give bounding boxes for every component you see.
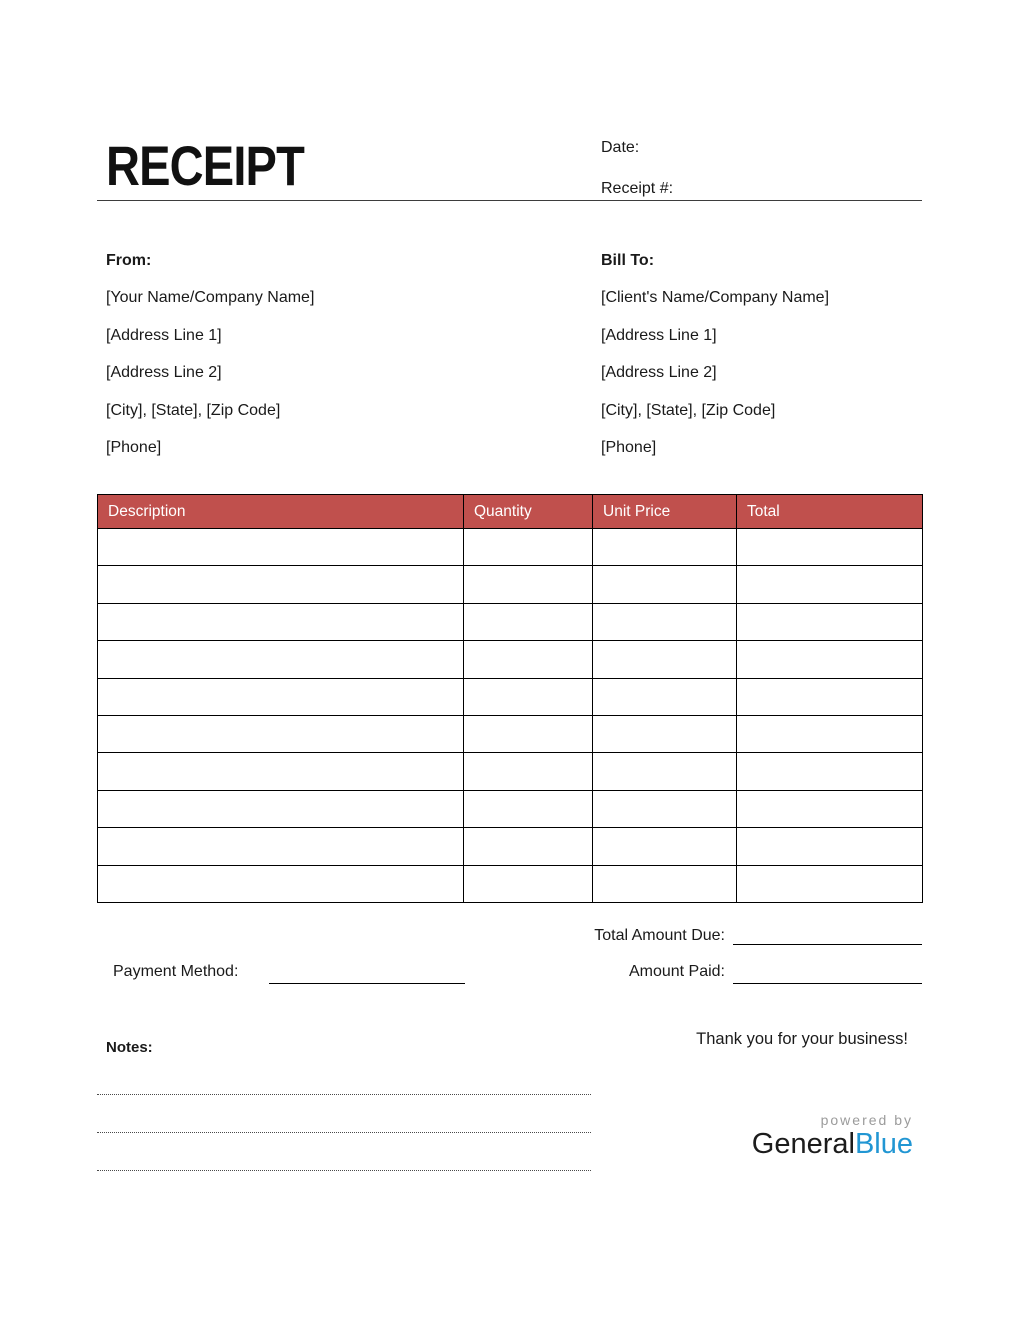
from-city-state-zip-line: [City], [State], [Zip Code]: [106, 401, 281, 419]
notes-field-line[interactable]: [97, 1132, 591, 1133]
table-cell[interactable]: [464, 566, 593, 603]
table-cell[interactable]: [98, 715, 464, 752]
from-phone-line: [Phone]: [106, 438, 162, 456]
table-row: [98, 566, 923, 603]
table-cell[interactable]: [98, 865, 464, 902]
from-name-line: [Your Name/Company Name]: [106, 289, 315, 307]
table-cell[interactable]: [593, 715, 737, 752]
table-row: [98, 529, 923, 566]
table-cell[interactable]: [593, 753, 737, 790]
table-row: [98, 641, 923, 678]
from-heading: From:: [106, 252, 152, 269]
table-cell[interactable]: [737, 603, 923, 640]
logo-text-blue: Blue: [854, 1128, 913, 1160]
table-row: [98, 790, 923, 827]
table-cell[interactable]: [593, 865, 737, 902]
payment-method-label: Payment Method:: [113, 963, 239, 980]
table-cell[interactable]: [464, 828, 593, 865]
table-cell[interactable]: [737, 790, 923, 827]
general-blue-logo: [752, 1129, 913, 1161]
table-cell[interactable]: [464, 865, 593, 902]
table-cell[interactable]: [98, 603, 464, 640]
table-cell[interactable]: [737, 865, 923, 902]
table-cell[interactable]: [464, 641, 593, 678]
table-header-quantity: Quantity: [464, 495, 593, 529]
table-cell[interactable]: [98, 566, 464, 603]
payment-method-field[interactable]: [269, 968, 465, 984]
receipt-number-label: Receipt #:: [601, 180, 674, 197]
from-section: [106, 242, 314, 466]
table-cell[interactable]: [593, 828, 737, 865]
table-row: [98, 603, 923, 640]
bill-to-heading: Bill To:: [601, 252, 655, 269]
table-cell[interactable]: [593, 678, 737, 715]
bill-to-address-line-2: [Address Line 2]: [601, 364, 717, 382]
table-header-description: Description: [98, 495, 464, 529]
table-cell[interactable]: [593, 529, 737, 566]
table-cell[interactable]: [737, 566, 923, 603]
line-items-table: [97, 494, 923, 903]
powered-by-text: powered by: [820, 1112, 913, 1128]
table-cell[interactable]: [737, 641, 923, 678]
bill-to-phone-line: [Phone]: [601, 438, 657, 456]
notes-field-line[interactable]: [97, 1094, 591, 1095]
table-cell[interactable]: [593, 641, 737, 678]
table-cell[interactable]: [737, 753, 923, 790]
from-address-line-1: [Address Line 1]: [106, 326, 222, 344]
table-cell[interactable]: [98, 678, 464, 715]
total-amount-due-field[interactable]: [733, 929, 922, 945]
amount-paid-field[interactable]: [733, 968, 922, 984]
table-row: [98, 678, 923, 715]
page-title: RECEIPT: [106, 134, 304, 197]
total-amount-due-label: Total Amount Due:: [594, 927, 725, 944]
table-cell[interactable]: [464, 678, 593, 715]
table-cell[interactable]: [593, 790, 737, 827]
table-row: [98, 865, 923, 902]
amount-paid-label: Amount Paid:: [628, 963, 725, 980]
table-cell[interactable]: [737, 678, 923, 715]
table-cell[interactable]: [98, 641, 464, 678]
notes-heading: Notes:: [106, 1039, 153, 1056]
table-cell[interactable]: [593, 603, 737, 640]
table-row: [98, 753, 923, 790]
date-label: Date:: [601, 139, 640, 156]
bill-to-section: [601, 242, 829, 466]
table-cell[interactable]: [98, 790, 464, 827]
header-divider: [97, 200, 922, 201]
table-row: [98, 715, 923, 752]
logo-text-general: General: [751, 1128, 855, 1160]
bill-to-city-state-zip-line: [City], [State], [Zip Code]: [601, 401, 776, 419]
table-header-unit-price: Unit Price: [593, 495, 737, 529]
items-table-body: [98, 529, 923, 903]
table-header-row: [98, 495, 923, 529]
table-cell[interactable]: [98, 753, 464, 790]
table-cell[interactable]: [464, 790, 593, 827]
from-address-line-2: [Address Line 2]: [106, 364, 222, 382]
table-row: [98, 828, 923, 865]
table-cell[interactable]: [737, 715, 923, 752]
table-cell[interactable]: [464, 753, 593, 790]
notes-field-line[interactable]: [97, 1170, 591, 1171]
table-cell[interactable]: [464, 715, 593, 752]
table-cell[interactable]: [737, 828, 923, 865]
thank-you-text: Thank you for your business!: [696, 1030, 908, 1048]
table-cell[interactable]: [464, 529, 593, 566]
table-cell[interactable]: [464, 603, 593, 640]
bill-to-name-line: [Client's Name/Company Name]: [601, 289, 830, 307]
table-cell[interactable]: [98, 529, 464, 566]
table-cell[interactable]: [98, 828, 464, 865]
table-header-total: Total: [737, 495, 923, 529]
bill-to-address-line-1: [Address Line 1]: [601, 326, 717, 344]
table-cell[interactable]: [737, 529, 923, 566]
table-cell[interactable]: [593, 566, 737, 603]
